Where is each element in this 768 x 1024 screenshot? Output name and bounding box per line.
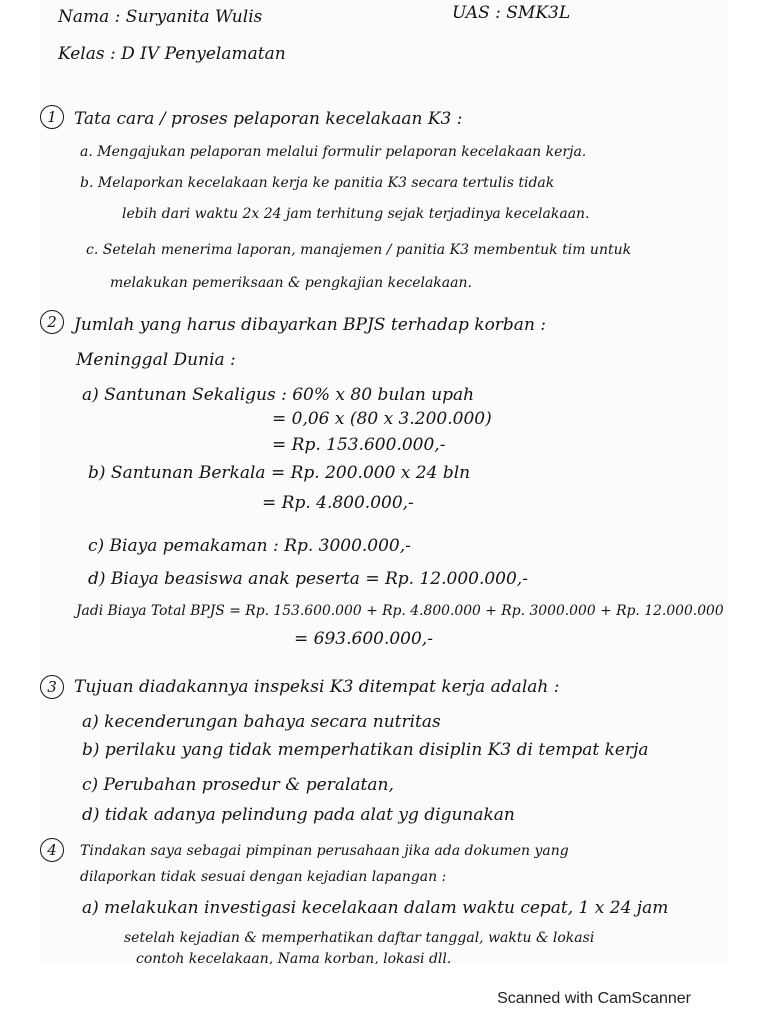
question-3-item-d: d) tidak adanya pelindung pada alat yg digunakan <box>82 805 515 825</box>
class-line: Kelas : D IV Penyelamatan <box>58 44 286 64</box>
question-4-item-a-line2: setelah kejadian & memperhatikan daftar tanggal, waktu & lokasi <box>124 930 595 946</box>
question-2-item-a-result: = Rp. 153.600.000,- <box>272 435 446 455</box>
question-3-item-a: a) kecenderungan bahaya secara nutritas <box>82 712 441 732</box>
question-3-title: Tujuan diadakannya inspeksi K3 ditempat kerja adalah : <box>74 677 560 697</box>
question-1-item-b-line1: b. Melaporkan kecelakaan kerja ke panitia K3 secara tertulis tidak <box>80 175 555 191</box>
question-4-item-a-line1: a) melakukan investigasi kecelakaan dalam waktu cepat, 1 x 24 jam <box>82 898 669 918</box>
question-3-number: 3 <box>40 675 64 699</box>
question-2-item-a-line1: a) Santunan Sekaligus : 60% x 80 bulan upah <box>82 385 475 405</box>
question-1-item-c-line1: c. Setelah menerima laporan, manajemen / panitia K3 membentuk tim untuk <box>86 242 632 258</box>
question-1-item-a: a. Mengajukan pelaporan melalui formulir pelaporan kecelakaan kerja. <box>80 144 587 160</box>
question-1-title: Tata cara / proses pelaporan kecelakaan K3 : <box>74 109 463 129</box>
question-4-title-line2: dilaporkan tidak sesuai dengan kejadian lapangan : <box>80 869 447 885</box>
question-3-item-b: b) perilaku yang tidak memperhatikan disiplin K3 di tempat kerja <box>82 740 649 760</box>
question-2-item-d: d) Biaya beasiswa anak peserta = Rp. 12.000.000,- <box>88 569 528 589</box>
question-2-title: Jumlah yang harus dibayarkan BPJS terhadap korban : <box>74 315 547 335</box>
question-2-number: 2 <box>40 310 64 334</box>
scanner-watermark: Scanned with CamScanner <box>497 990 691 1007</box>
question-4-title-line1: Tindakan saya sebagai pimpinan perusahaan jika ada dokumen yang <box>80 843 569 859</box>
question-2-total-result: = 693.600.000,- <box>294 629 433 649</box>
question-1-number: 1 <box>40 105 64 129</box>
question-1-item-b-line2: lebih dari waktu 2x 24 jam terhitung sejak terjadinya kecelakaan. <box>122 206 590 222</box>
question-2-item-b-line1: b) Santunan Berkala = Rp. 200.000 x 24 bln <box>88 463 471 483</box>
question-2-subtitle: Meninggal Dunia : <box>76 350 236 370</box>
question-3-item-c: c) Perubahan prosedur & peralatan, <box>82 775 394 795</box>
question-2-item-c: c) Biaya pemakaman : Rp. 3000.000,- <box>88 536 411 556</box>
scanned-page <box>40 0 728 964</box>
question-2-item-b-result: = Rp. 4.800.000,- <box>262 493 414 513</box>
name-line: Nama : Suryanita Wulis <box>58 7 263 27</box>
question-2-total-line1: Jadi Biaya Total BPJS = Rp. 153.600.000 + Rp. 4.800.000 + Rp. 3000.000 + Rp. 12.000.000 <box>76 603 724 619</box>
question-2-item-a-line2: = 0,06 x (80 x 3.200.000) <box>272 409 492 429</box>
question-4-number: 4 <box>40 838 64 862</box>
question-1-item-c-line2: melakukan pemeriksaan & pengkajian kecelakaan. <box>110 275 472 291</box>
exam-title: UAS : SMK3L <box>452 3 571 23</box>
question-4-item-a-line3: contoh kecelakaan, Nama korban, lokasi dll. <box>136 951 452 964</box>
